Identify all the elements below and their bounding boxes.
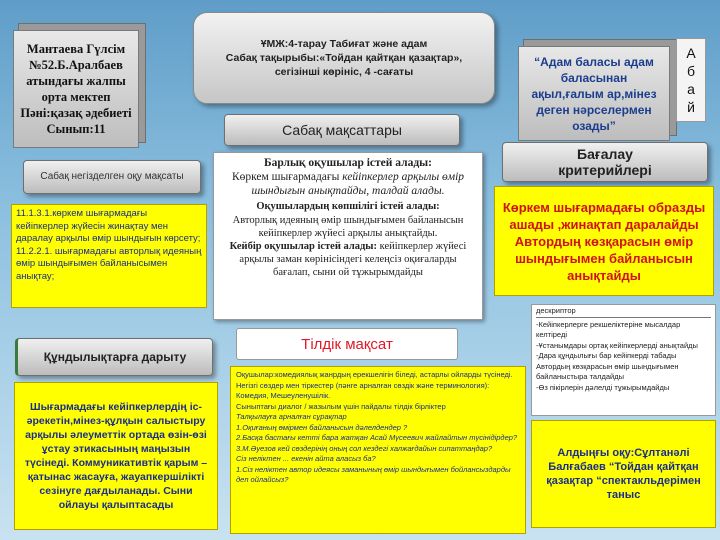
- language-line: Комедия, Мешеуленушілік.: [236, 391, 331, 400]
- goals-all-text: кейіпкерлер арқылы өмір шындығын анықтайды,: [251, 171, 465, 197]
- teacher-line: №52.Б.Аралбаев: [29, 58, 123, 72]
- language-header: Тілдік мақсат: [236, 328, 458, 360]
- teacher-info-box: [13, 30, 139, 148]
- language-line: 1.Оқиғаның өмірмен байланысын дәлелдендер ?: [236, 422, 408, 432]
- descriptor-item: -Ұстанымдары ортақ кейіпкерлерді анықтайды: [536, 340, 698, 350]
- quote-box: [518, 46, 670, 141]
- language-content: [230, 366, 526, 534]
- language-line: Сіз неліктен ... екенін айта аласыз ба?: [236, 454, 376, 463]
- quote-author: А б а й: [676, 38, 706, 122]
- descriptor-item: -Өз пікірлерін дәлелді тұжырымдайды: [536, 382, 670, 392]
- language-line: 3.М.Әуезов кей сөздерінің оның сол кездегі халжағдайын сипаттаңдар?: [236, 443, 493, 453]
- teacher-line: Мантаева Гүлсім: [26, 42, 126, 56]
- goals-content: [213, 152, 483, 320]
- descriptor-item: Автордың көзқарасын өмір шындығымен байланыстыра талдайды: [536, 361, 679, 381]
- topic-line: Сабақ тақырыбы:«Тойдан қайтқан қазақтар»,: [225, 52, 463, 64]
- teacher-line: орта мектеп: [41, 90, 111, 104]
- descriptor-item: -Кейіпкерлерге рекшеліктеріне мысалдар келтіреді: [536, 319, 681, 339]
- teacher-line: атындағы жалпы: [26, 74, 126, 88]
- goals-header: Сабақ мақсаттары: [224, 114, 460, 146]
- language-line: 1.Сіз неліктен автор идеясы заманының өмір шындығымен бойлансыздарды деп ойлайсыз?: [236, 464, 511, 484]
- descriptor-item: -Дара құндылығы бар кейіпкерді табады: [536, 351, 677, 360]
- topic-box: [193, 12, 495, 104]
- criteria-text: Көркем шығармадағы образды ашады ,жинақтап даралайды Автордың көзқарасын өмір шындығымен байланысын анықтайды: [494, 186, 714, 296]
- topic-line: ҰМЖ:4-тарау Табиғат және адам: [260, 38, 428, 50]
- criteria-header: Бағалау критерийлері: [502, 142, 708, 182]
- standards-text: 11.1.3.1.көркем шығармадағы кейіпкерлер жүйесін жинақтау мен даралау арқылы өмір шындығын көрсету; 11.2.2.1. шығармадағы авторлық идеяның өмір шындығымен байланысымен анықтау;: [11, 204, 207, 308]
- goals-most-text: Авторлық идеяның өмір шындығымен байланысын кейіпкерлер жүйесі арқылы анықтайды.: [232, 215, 464, 239]
- goals-some-text: кейіпкерлер жүйесі арқылы заман көрінісіндегі келеңсіз оқиғаларды бағалап, сыни ой тұжырымдайды: [239, 241, 467, 278]
- goals-some-title: Кейбір оқушылар істей алады:: [229, 241, 378, 252]
- values-header: Құндылықтарға дарыту: [15, 338, 213, 376]
- language-line: Негізгі сөздер мен тіркестер (пәнге арналған сөздік және терминология):: [236, 380, 490, 390]
- values-text: Шығармадағы кейіпкерлердің іс-әрекетін,мінез-құлқын салыстыру арқылы әлеуметтік ортада өзін-өзі ұстау этикасының маңызын түсінеді. Коммуникативтік қарым –қатынас жасауға, жауапкершілікті сезінуге дағдыланады. Сыни ойлауы қалыптасады: [14, 382, 218, 530]
- goals-all-text: талдай алады.: [372, 185, 445, 197]
- descriptor-box: [531, 304, 716, 416]
- previous-lesson: Алдыңғы оқу:Сұлтанәлі Балғабаев “Тойдан қайтқан қазақтар “спектакльдерімен таныс: [531, 420, 716, 528]
- goals-all-title: Барлық оқушылар істей алады:: [264, 157, 432, 169]
- teacher-line: Сынып:11: [46, 122, 106, 136]
- topic-line: сегізінші көрініс, 4 -сағаты: [274, 66, 414, 78]
- language-line: Сыныптағы диалог / жазылым үшін пайдалы тілдік бірліктер: [236, 401, 446, 411]
- standards-header: Сабақ негізделген оқу мақсаты: [23, 160, 201, 194]
- goals-all-text: Көркем шығармадағы: [231, 171, 340, 183]
- teacher-line: Пәні:қазақ әдебиеті: [20, 106, 132, 120]
- language-line: 2.Басқа бастағы кетті бара жатқан Асай Мүсеевич жайлайтын түсінідірдер?: [236, 433, 518, 442]
- language-line: Оқушылар:комедиялық жанрдың ерекшелігін біледі, астарлы ойларды түсінеді.: [236, 370, 513, 379]
- language-line: Талқылауға арналған сұрақтар: [236, 412, 347, 421]
- goals-most-title: Оқушылардың көпшілігі істей алады:: [256, 201, 440, 212]
- descriptor-title: дескриптор: [536, 306, 711, 318]
- quote-text: “Адам баласы адам баласынан ақыл,ғалым ар,мінез деген нәрселермен озады”: [531, 54, 657, 133]
